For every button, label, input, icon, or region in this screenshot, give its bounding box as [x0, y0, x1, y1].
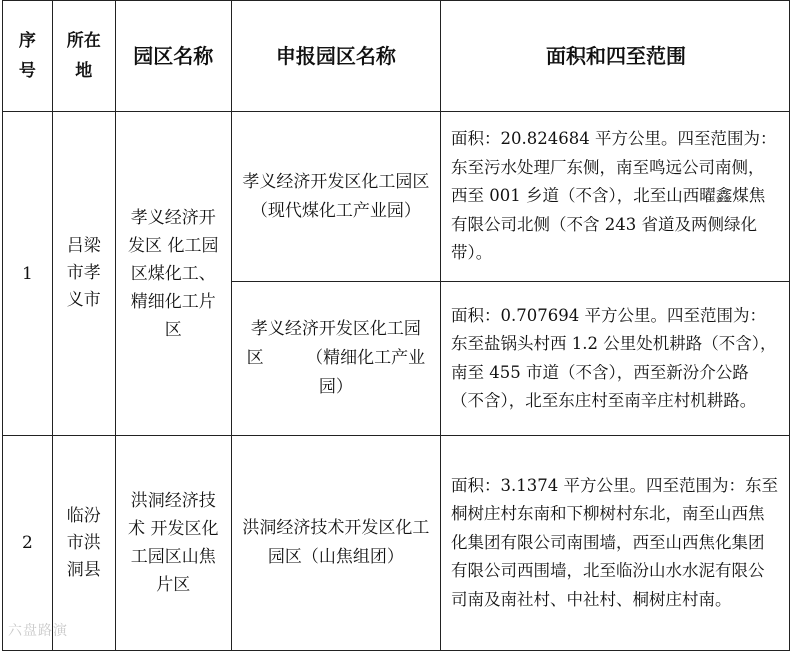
header-declared-name: 申报园区名称	[231, 1, 440, 112]
row-2-park-name: 洪洞经济技术 开发区化工园区山焦片区	[115, 436, 231, 651]
row-1-park-name: 孝义经济开发区 化工园区煤化工、精细化工片区	[115, 112, 231, 436]
row-2-area-scope: 面积：3.1374 平方公里。四至范围为：东至桐树庄村东南和下柳树村东北，南至山西焦化集团有限公司南围墙，西至山西焦化集团有限公司西围墙，北至临汾山水水泥有限公司南及南社村、中社村、桐树庄村南。	[441, 436, 790, 651]
row-2-declared-name: 洪洞经济技术开发区化工园区（山焦组团）	[231, 436, 440, 651]
row-1a-area-scope: 面积：20.824684 平方公里。四至范围为：东至污水处理厂东侧，南至鸣远公司南侧，西至 001 乡道（不含），北至山西曜鑫煤焦有限公司北侧（不含 243 省道及两侧绿化带）。	[441, 112, 790, 282]
row-2-location: 临汾市洪洞县	[52, 436, 115, 651]
header-location: 所在地	[52, 1, 115, 112]
header-no: 序号	[3, 1, 53, 112]
row-2-no: 2	[3, 436, 53, 651]
table-row	[3, 112, 790, 282]
watermark: 六盘路演	[8, 623, 68, 639]
row-1b-area-scope: 面积：0.707694 平方公里。四至范围为：东至盐锅头村西 1.2 公里处机耕路（不含），南至 455 市道（不含），西至新汾介公路（不含），北至东庄村至南辛庄村机耕路。	[441, 282, 790, 436]
table-header-row	[3, 1, 790, 112]
row-1-no: 1	[3, 112, 53, 436]
row-1-location: 吕梁市孝义市	[52, 112, 115, 436]
park-table	[2, 0, 790, 651]
table-row	[3, 436, 790, 651]
header-area-scope: 面积和四至范围	[441, 1, 790, 112]
row-1b-declared-name: 孝义经济开发区化工园区 （精细化工产业园）	[231, 282, 440, 436]
header-park-name: 园区名称	[115, 1, 231, 112]
row-1a-declared-name: 孝义经济开发区化工园区（现代煤化工产业园）	[231, 112, 440, 282]
